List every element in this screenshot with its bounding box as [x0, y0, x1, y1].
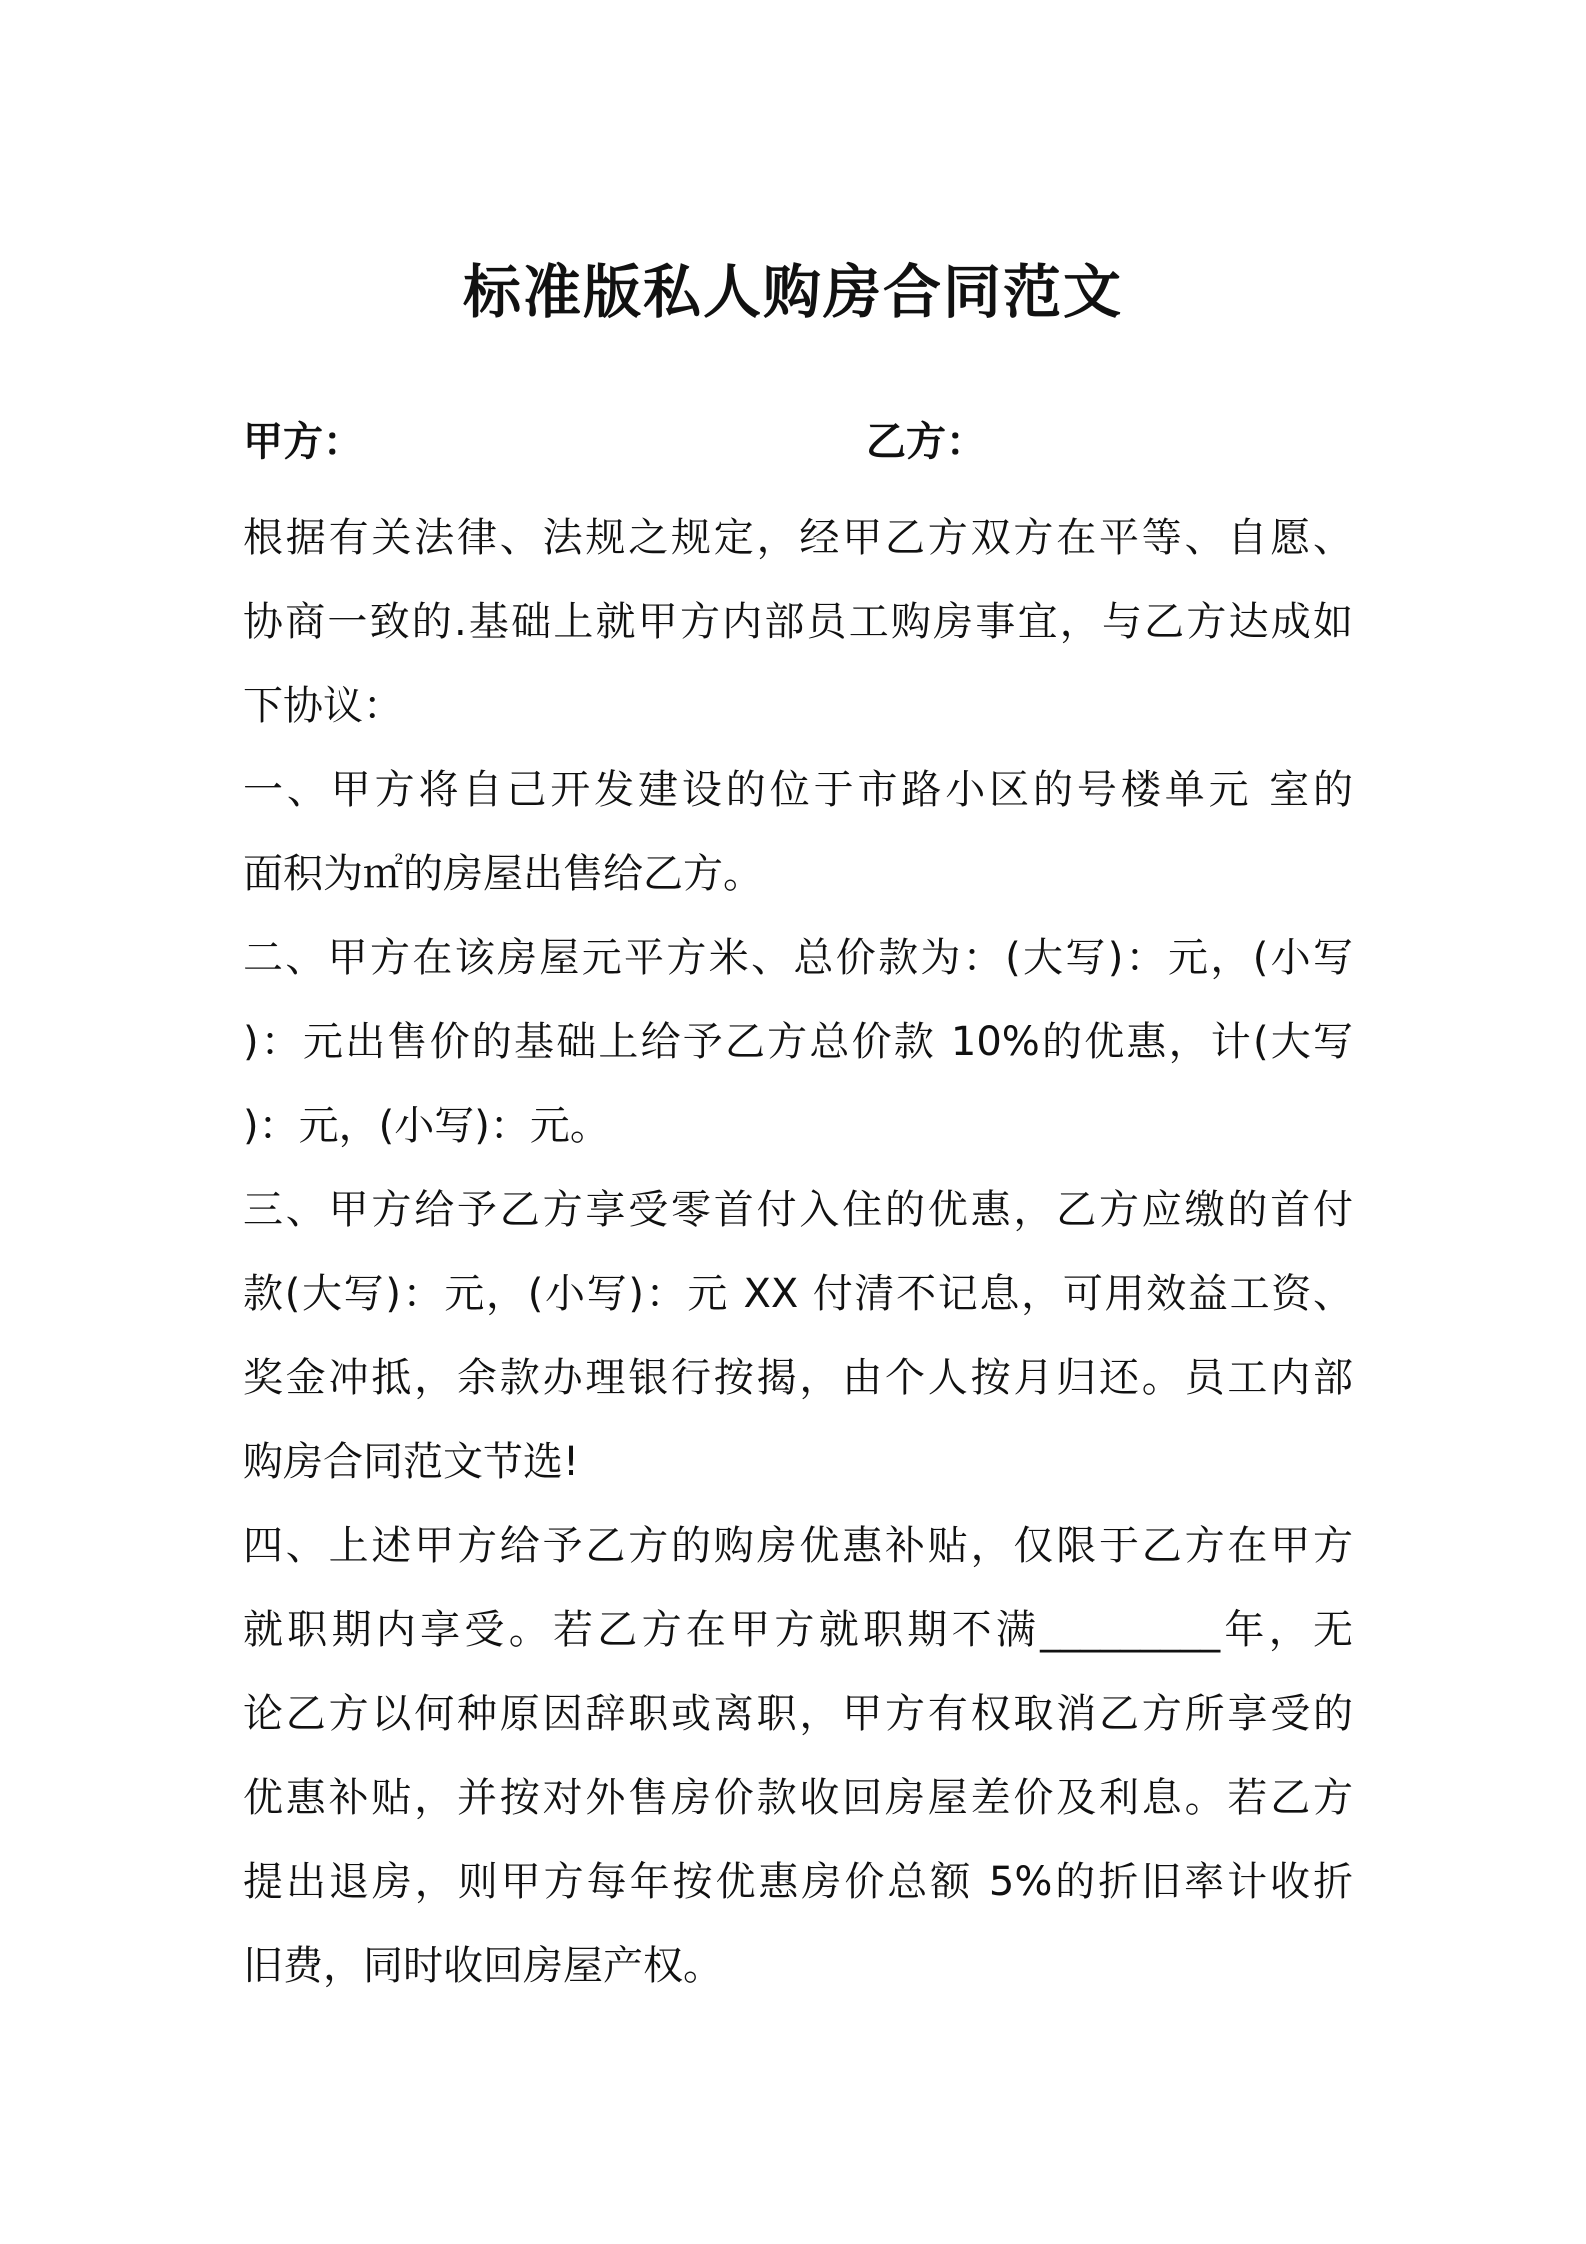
text-line: 协商一致的.基础上就甲方内部员工购房事宜，与乙方达成如: [243, 599, 1353, 645]
text-line: 款(大写)：元，(小写)：元 XX 付清不记息，可用效益工资、: [243, 1271, 1353, 1317]
party-b-label: 乙方：: [866, 419, 986, 465]
text-line: )：元出售价的基础上给予乙方总价款 10%的优惠，计(大写: [243, 1019, 1353, 1065]
party-a-label: 甲方：: [243, 419, 363, 465]
text-line: 提出退房，则甲方每年按优惠房价总额 5%的折旧率计收折: [243, 1859, 1353, 1905]
text-line: )：元，(小写)：元。: [243, 1103, 610, 1149]
contract-body: [243, 496, 1353, 2008]
text-line: 根据有关法律、法规之规定，经甲乙方双方在平等、自愿、: [243, 515, 1353, 561]
text-line: 面积为㎡的房屋出售给乙方。: [243, 851, 763, 897]
text-line: 下协议：: [243, 683, 403, 729]
text-line: 二、甲方在该房屋元平方米、总价款为：(大写)：元，(小写: [243, 935, 1353, 981]
document-title: 标准版私人购房合同范文: [462, 258, 1123, 326]
text-line: 论乙方以何种原因辞职或离职，甲方有权取消乙方所享受的: [243, 1691, 1353, 1737]
text-line: 优惠补贴，并按对外售房价款收回房屋差价及利息。若乙方: [243, 1775, 1353, 1821]
text-line: 购房合同范文节选!: [243, 1439, 580, 1485]
text-line: 奖金冲抵，余款办理银行按揭，由个人按月归还。员工内部: [243, 1355, 1353, 1401]
text-line: 一、甲方将自己开发建设的位于市路小区的号楼单元 室的: [243, 767, 1353, 813]
text-line: 四、上述甲方给予乙方的购房优惠补贴，仅限于乙方在甲方: [243, 1523, 1353, 1569]
text-line: 就职期内享受。若乙方在甲方就职期不满_________年，无: [243, 1607, 1353, 1653]
text-line: 旧费，同时收回房屋产权。: [243, 1943, 723, 1989]
text-line: 三、甲方给予乙方享受零首付入住的优惠，乙方应缴的首付: [243, 1187, 1353, 1233]
